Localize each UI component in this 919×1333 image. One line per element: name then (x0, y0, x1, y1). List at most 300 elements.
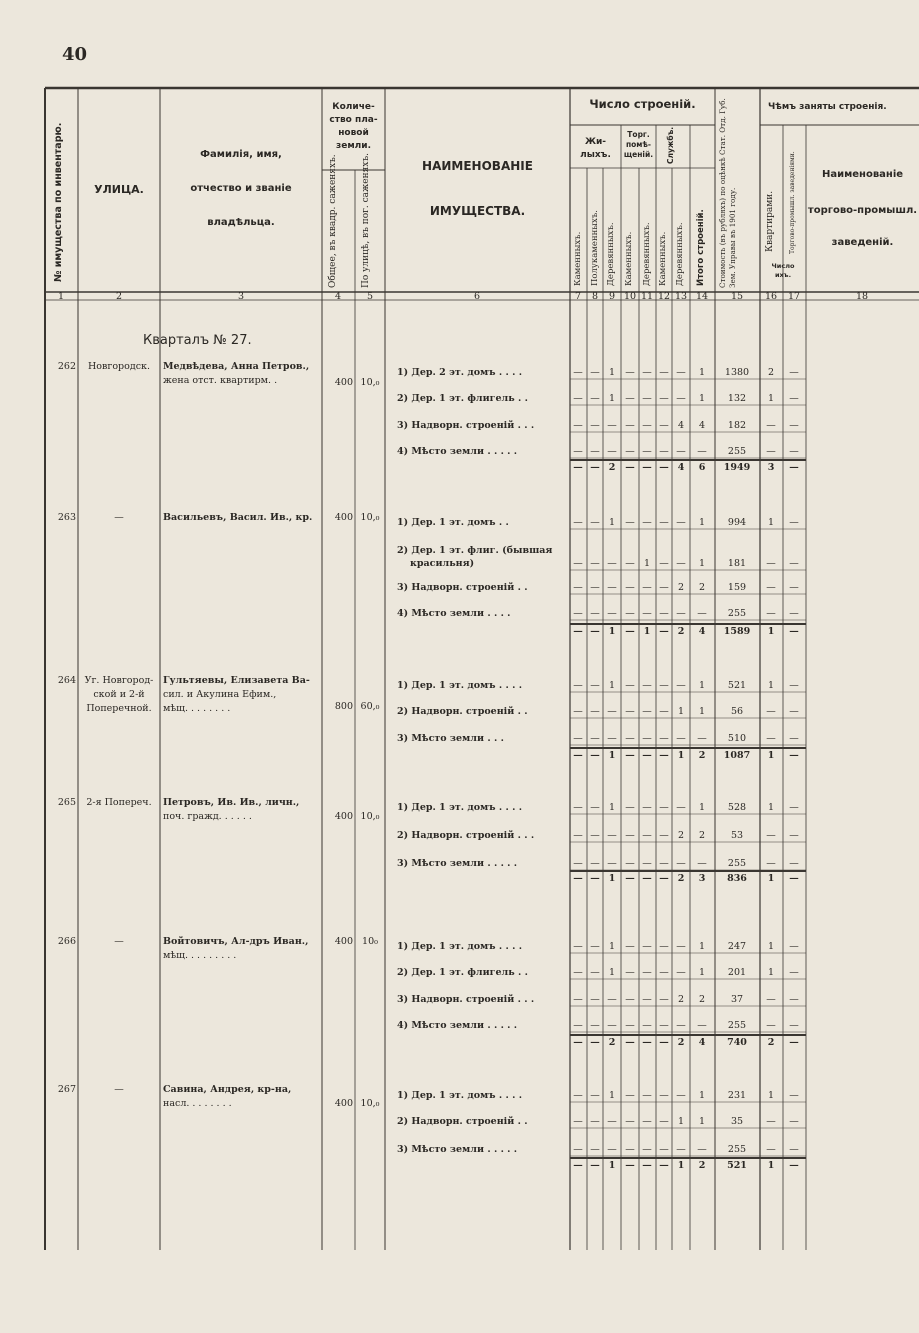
cell-value: 1 (698, 1116, 706, 1127)
column-number: 4 (334, 291, 342, 302)
column-number: 6 (473, 291, 481, 302)
cell-value: 4 (698, 420, 706, 431)
total-value: — (789, 626, 799, 637)
cell-value: — (642, 393, 652, 404)
total-value: 1087 (723, 750, 751, 761)
cell-value: 1 (608, 802, 616, 813)
land-area: 400 (334, 811, 353, 822)
cell-value: — (625, 558, 635, 569)
owner-name: мѣщ. . . . . . . . . (163, 950, 237, 961)
land-area: 400 (334, 512, 353, 523)
cell-value: 1 (767, 967, 775, 978)
cell-value: — (607, 558, 617, 569)
cell-value: — (573, 446, 583, 457)
property-item: 3) Надворн. строеній . . (397, 582, 528, 593)
cell-value: — (659, 517, 669, 528)
col-header-18-l1: Наименованіе (821, 169, 904, 180)
total-value: — (573, 1160, 583, 1171)
total-value: — (625, 626, 635, 637)
cell-value: — (590, 941, 600, 952)
cell-value: 1 (767, 517, 775, 528)
cell-value: — (590, 420, 600, 431)
cell-value: — (789, 830, 799, 841)
total-value: — (590, 626, 600, 637)
cell-value: 1 (698, 367, 706, 378)
cell-value: — (789, 802, 799, 813)
total-value: — (659, 1160, 669, 1171)
cell-value: — (676, 858, 686, 869)
cell-value: 231 (727, 1090, 747, 1101)
property-item: 3) Надворн. строеній . . . (397, 994, 535, 1005)
cell-value: — (659, 733, 669, 744)
cell-value: — (573, 558, 583, 569)
cell-value: — (789, 858, 799, 869)
cell-value: 1 (608, 517, 616, 528)
cell-value: 510 (727, 733, 747, 744)
cell-value: — (625, 420, 635, 431)
cell-value: — (659, 1020, 669, 1031)
total-value: 1 (767, 873, 775, 884)
cell-value: — (642, 446, 652, 457)
cell-value: — (766, 420, 776, 431)
cell-value: — (676, 558, 686, 569)
cell-value: — (659, 1090, 669, 1101)
col-header-8: Полукаменныхъ. (590, 210, 600, 286)
inventory-number: 263 (57, 512, 76, 523)
cell-value: — (590, 802, 600, 813)
cell-value: — (789, 367, 799, 378)
cell-value: 1 (698, 517, 706, 528)
cell-value: 2 (767, 367, 775, 378)
total-value: 521 (727, 1160, 747, 1171)
col-header-total-area: Общее, въ квадр. саженяхъ. (328, 154, 338, 288)
total-value: 1949 (723, 462, 751, 473)
cell-value: 1 (698, 680, 706, 691)
cell-value: — (789, 994, 799, 1005)
cell-value: — (676, 1090, 686, 1101)
column-number: 18 (855, 291, 869, 302)
cell-value: — (625, 680, 635, 691)
cell-value: — (789, 420, 799, 431)
cell-value: 247 (727, 941, 747, 952)
cell-value: — (607, 830, 617, 841)
cell-value: — (625, 994, 635, 1005)
total-value: 1 (608, 626, 616, 637)
cell-value: — (676, 1020, 686, 1031)
cell-value: — (625, 1090, 635, 1101)
inventory-number: 264 (57, 675, 76, 686)
street-name: ской и 2-й (93, 689, 145, 700)
cell-value: 1 (698, 393, 706, 404)
cell-value: — (573, 1144, 583, 1155)
cell-value: 182 (727, 420, 747, 431)
owner-name: мѣщ. . . . . . . . (163, 703, 231, 714)
cell-value: — (789, 608, 799, 619)
total-value: 2 (677, 873, 685, 884)
cell-value: 1 (698, 558, 706, 569)
col-header-land-l4: земли. (335, 141, 371, 151)
cell-value: — (573, 733, 583, 744)
col-header-land-l2: ство пла- (329, 115, 378, 125)
cell-value: — (659, 858, 669, 869)
quarter-title: Кварталъ № 27. (143, 333, 252, 348)
cell-value: — (766, 830, 776, 841)
cell-value: — (789, 1090, 799, 1101)
land-area: 400 (334, 936, 353, 947)
street-front: 10,₀ (360, 811, 380, 822)
cell-value: 201 (727, 967, 747, 978)
cell-value: — (590, 582, 600, 593)
column-number: 12 (657, 291, 671, 302)
column-number: 14 (695, 291, 709, 302)
owner-name: поч. гражд. . . . . . (163, 811, 252, 822)
cell-value: — (625, 941, 635, 952)
cell-value: 255 (727, 1020, 747, 1031)
cell-value: — (676, 517, 686, 528)
inventory-number: 265 (57, 797, 76, 808)
cell-value: — (659, 1116, 669, 1127)
cell-value: — (766, 1116, 776, 1127)
total-value: — (659, 750, 669, 761)
street-front: 10,₀ (360, 512, 380, 523)
street-name: — (114, 936, 124, 947)
total-value: 6 (698, 462, 706, 473)
cell-value: — (676, 802, 686, 813)
cell-value: — (659, 582, 669, 593)
total-value: — (625, 750, 635, 761)
property-item: 1) Дер. 1 эт. домъ . . . . (397, 1090, 523, 1101)
owner-name: Петровъ, Ив. Ив., личн., (163, 797, 300, 808)
cell-value: 1 (608, 367, 616, 378)
total-value: 1 (677, 750, 685, 761)
cell-value: — (659, 941, 669, 952)
total-value: — (573, 626, 583, 637)
cell-value: — (625, 393, 635, 404)
cell-value: — (607, 858, 617, 869)
col-header-trade-l1: Торг. (627, 130, 650, 139)
cell-value: — (676, 941, 686, 952)
cell-value: — (607, 706, 617, 717)
cell-value: — (642, 941, 652, 952)
cell-value: — (642, 608, 652, 619)
total-value: 1 (608, 1160, 616, 1171)
cell-value: — (676, 446, 686, 457)
cell-value: — (697, 446, 707, 457)
total-value: 2 (767, 1037, 775, 1048)
cell-value: — (789, 1020, 799, 1031)
total-value: 1 (767, 626, 775, 637)
cell-value: — (607, 1020, 617, 1031)
cell-value: — (625, 446, 635, 457)
owner-name: Савина, Андрея, кр-на, (163, 1084, 292, 1095)
cell-value: 2 (698, 994, 706, 1005)
total-value: 2 (698, 750, 706, 761)
total-value: — (642, 1037, 652, 1048)
cell-value: 181 (727, 558, 747, 569)
col-header-18-l2: торгово-промышл. (807, 205, 918, 216)
land-area: 400 (334, 1098, 353, 1109)
cell-value: — (573, 1090, 583, 1101)
property-item: 4) Мѣсто земли . . . . . (397, 446, 518, 457)
cell-value: — (625, 367, 635, 378)
col-header-living-l1: Жи- (584, 137, 607, 147)
total-value: 4 (677, 462, 685, 473)
col-header-14: Итого строеній. (696, 209, 706, 286)
col-header-12: Каменныхъ. (658, 231, 668, 286)
inventory-number: 266 (57, 936, 76, 947)
property-item: 1) Дер. 1 эт. домъ . . . . (397, 802, 523, 813)
cell-value: — (573, 994, 583, 1005)
total-value: — (590, 1037, 600, 1048)
cell-value: — (590, 858, 600, 869)
cell-value: — (789, 706, 799, 717)
cell-value: — (590, 830, 600, 841)
cell-value: 1 (698, 706, 706, 717)
total-value: — (789, 1160, 799, 1171)
cell-value: 1 (698, 1090, 706, 1101)
cell-value: — (607, 446, 617, 457)
cell-value: — (642, 1020, 652, 1031)
column-number: 9 (608, 291, 616, 302)
cell-value: — (573, 680, 583, 691)
cell-value: — (676, 733, 686, 744)
street-front: 60,₀ (360, 701, 380, 712)
total-value: 2 (677, 1037, 685, 1048)
col-header-street-front: По улицѣ, въ пог. саженяхъ. (361, 153, 371, 288)
property-item: 2) Надворн. строеній . . . (397, 830, 535, 841)
cell-value: — (607, 733, 617, 744)
property-item: 3) Надворн. строеній . . . (397, 420, 535, 431)
column-number: 2 (115, 291, 123, 302)
total-value: 1 (608, 750, 616, 761)
col-header-7: Каменныхъ. (573, 231, 583, 286)
total-value: 2 (608, 1037, 616, 1048)
cell-value: — (766, 558, 776, 569)
cell-value: — (590, 1020, 600, 1031)
cell-value: — (573, 517, 583, 528)
total-value: 4 (698, 1037, 706, 1048)
cell-value: 2 (698, 830, 706, 841)
cell-value: — (676, 367, 686, 378)
total-value: — (789, 1037, 799, 1048)
cell-value: — (642, 802, 652, 813)
cell-value: — (590, 1116, 600, 1127)
inventory-number: 267 (57, 1084, 76, 1095)
cell-value: — (590, 517, 600, 528)
property-item: 3) Мѣсто земли . . . . . (397, 1144, 518, 1155)
cell-value: — (590, 367, 600, 378)
total-value: — (573, 1037, 583, 1048)
cell-value: — (697, 858, 707, 869)
street-name: Поперечной. (86, 703, 152, 714)
cell-value: — (625, 517, 635, 528)
owner-name: Васильевъ, Васил. Ив., кр. (163, 512, 313, 523)
col-header-18-l3: заведеній. (831, 237, 894, 248)
owner-name: жена отст. квартирм. . (163, 375, 278, 386)
total-value: 1 (767, 750, 775, 761)
cell-value: — (766, 446, 776, 457)
cell-value: 1 (608, 1090, 616, 1101)
cell-value: — (642, 858, 652, 869)
col-header-trade-l2: помѣ- (625, 140, 652, 149)
page-number: 40 (62, 44, 88, 65)
cell-value: — (573, 941, 583, 952)
cell-value: — (676, 967, 686, 978)
property-item: 2) Дер. 1 эт. флигель . . (397, 393, 528, 404)
total-value: — (625, 462, 635, 473)
street-front: 10₀ (362, 936, 378, 947)
owner-name: Медвѣдева, Анна Петров., (163, 361, 310, 372)
cell-value: — (659, 1144, 669, 1155)
total-value: — (659, 462, 669, 473)
cell-value: — (766, 994, 776, 1005)
total-value: — (625, 1160, 635, 1171)
total-value: 1 (608, 873, 616, 884)
cell-value: — (766, 858, 776, 869)
total-value: 3 (767, 462, 775, 473)
street-name: — (114, 512, 124, 523)
cell-value: — (642, 582, 652, 593)
cell-value: 2 (677, 582, 685, 593)
cell-value: — (659, 367, 669, 378)
property-item: 3) Мѣсто земли . . . . . (397, 858, 518, 869)
cell-value: — (642, 1144, 652, 1155)
property-item: 1) Дер. 1 эт. домъ . . . . (397, 941, 523, 952)
cell-value: — (625, 802, 635, 813)
column-number: 5 (366, 291, 374, 302)
total-value: — (590, 873, 600, 884)
col-header-living-l2: лыхъ. (580, 150, 611, 160)
cell-value: — (697, 1144, 707, 1155)
cell-value: 4 (677, 420, 685, 431)
cell-value: 1 (767, 1090, 775, 1101)
cell-value: — (659, 558, 669, 569)
cell-value: — (642, 420, 652, 431)
cell-value: 1 (608, 680, 616, 691)
cell-value: — (625, 858, 635, 869)
cell-value: — (590, 967, 600, 978)
cell-value: — (642, 680, 652, 691)
cell-value: — (625, 1020, 635, 1031)
cell-value: — (590, 733, 600, 744)
col-header-buildings: Число строеній. (589, 97, 696, 111)
cell-value: — (607, 994, 617, 1005)
cell-value: 1 (767, 802, 775, 813)
cell-value: — (659, 706, 669, 717)
cell-value: — (676, 608, 686, 619)
cell-value: 132 (727, 393, 747, 404)
property-item: 2) Дер. 1 эт. флигель . . (397, 967, 528, 978)
total-value: 2 (698, 1160, 706, 1171)
total-value: — (659, 873, 669, 884)
property-item: 1) Дер. 1 эт. домъ . . (397, 517, 509, 528)
total-value: — (573, 462, 583, 473)
total-value: — (789, 750, 799, 761)
total-value: 836 (727, 873, 747, 884)
cell-value: — (625, 706, 635, 717)
cell-value: — (590, 706, 600, 717)
cell-value: — (789, 517, 799, 528)
col-header-services: Службъ. (666, 126, 675, 164)
cell-value: — (766, 1144, 776, 1155)
column-number: 8 (591, 291, 599, 302)
cell-value: 255 (727, 608, 747, 619)
cell-value: 1 (677, 1116, 685, 1127)
cell-value: — (789, 680, 799, 691)
total-value: 3 (698, 873, 706, 884)
cell-value: — (590, 446, 600, 457)
cell-value: — (659, 830, 669, 841)
cell-value: — (642, 994, 652, 1005)
cell-value: — (625, 608, 635, 619)
cell-value: — (607, 1116, 617, 1127)
cell-value: — (573, 420, 583, 431)
col-header-10: Каменныхъ. (624, 231, 634, 286)
total-value: — (789, 462, 799, 473)
cell-value: — (590, 1144, 600, 1155)
cell-value: — (573, 1020, 583, 1031)
cell-value: — (659, 680, 669, 691)
cell-value: — (766, 608, 776, 619)
owner-name: Гультяевы, Елизавета Ва- (163, 675, 310, 686)
street-name: Уг. Новгород- (84, 675, 154, 686)
cell-value: — (573, 393, 583, 404)
total-value: — (590, 750, 600, 761)
total-value: — (642, 750, 652, 761)
cell-value: — (789, 733, 799, 744)
cell-value: — (659, 420, 669, 431)
cell-value: — (590, 393, 600, 404)
cell-value: 53 (730, 830, 744, 841)
cell-value: — (573, 802, 583, 813)
cell-value: 1 (767, 393, 775, 404)
total-value: 1589 (723, 626, 751, 637)
cell-value: — (625, 1116, 635, 1127)
street-name: Новгородск. (88, 361, 150, 372)
property-item: 4) Мѣсто земли . . . . . (397, 1020, 518, 1031)
property-item: 1) Дер. 2 эт. домъ . . . . (397, 367, 523, 378)
col-header-property-l2: ИМУЩЕСТВА. (429, 204, 526, 218)
cell-value: — (590, 680, 600, 691)
cell-value: — (642, 1090, 652, 1101)
cell-value: — (625, 582, 635, 593)
cell-value: — (697, 608, 707, 619)
col-header-property-l1: НАИМЕНОВАНІЕ (422, 159, 533, 173)
total-value: 1 (767, 1160, 775, 1171)
cell-value: 159 (727, 582, 747, 593)
cell-value: 1 (608, 967, 616, 978)
cell-value: — (607, 608, 617, 619)
property-item: 2) Дер. 1 эт. флиг. (бывшая (397, 545, 553, 556)
property-item: 2) Надворн. строеній . . (397, 1116, 528, 1127)
cell-value: — (697, 1020, 707, 1031)
cell-value: — (642, 967, 652, 978)
total-value: — (659, 1037, 669, 1048)
cell-value: — (676, 1144, 686, 1155)
cell-value: — (789, 1116, 799, 1127)
col-header-owner-l2: отчество и званіе (190, 183, 292, 194)
cell-value: 1 (698, 967, 706, 978)
cell-value: 2 (677, 830, 685, 841)
cell-value: — (590, 994, 600, 1005)
column-number: 13 (674, 291, 688, 302)
col-header-trade-l3: щеній. (623, 150, 654, 159)
cell-value: — (659, 802, 669, 813)
cell-value: 521 (727, 680, 747, 691)
col-header-inventory-number: № имущества по инвентарю. (53, 122, 64, 282)
cell-value: — (573, 967, 583, 978)
cell-value: 1 (767, 680, 775, 691)
